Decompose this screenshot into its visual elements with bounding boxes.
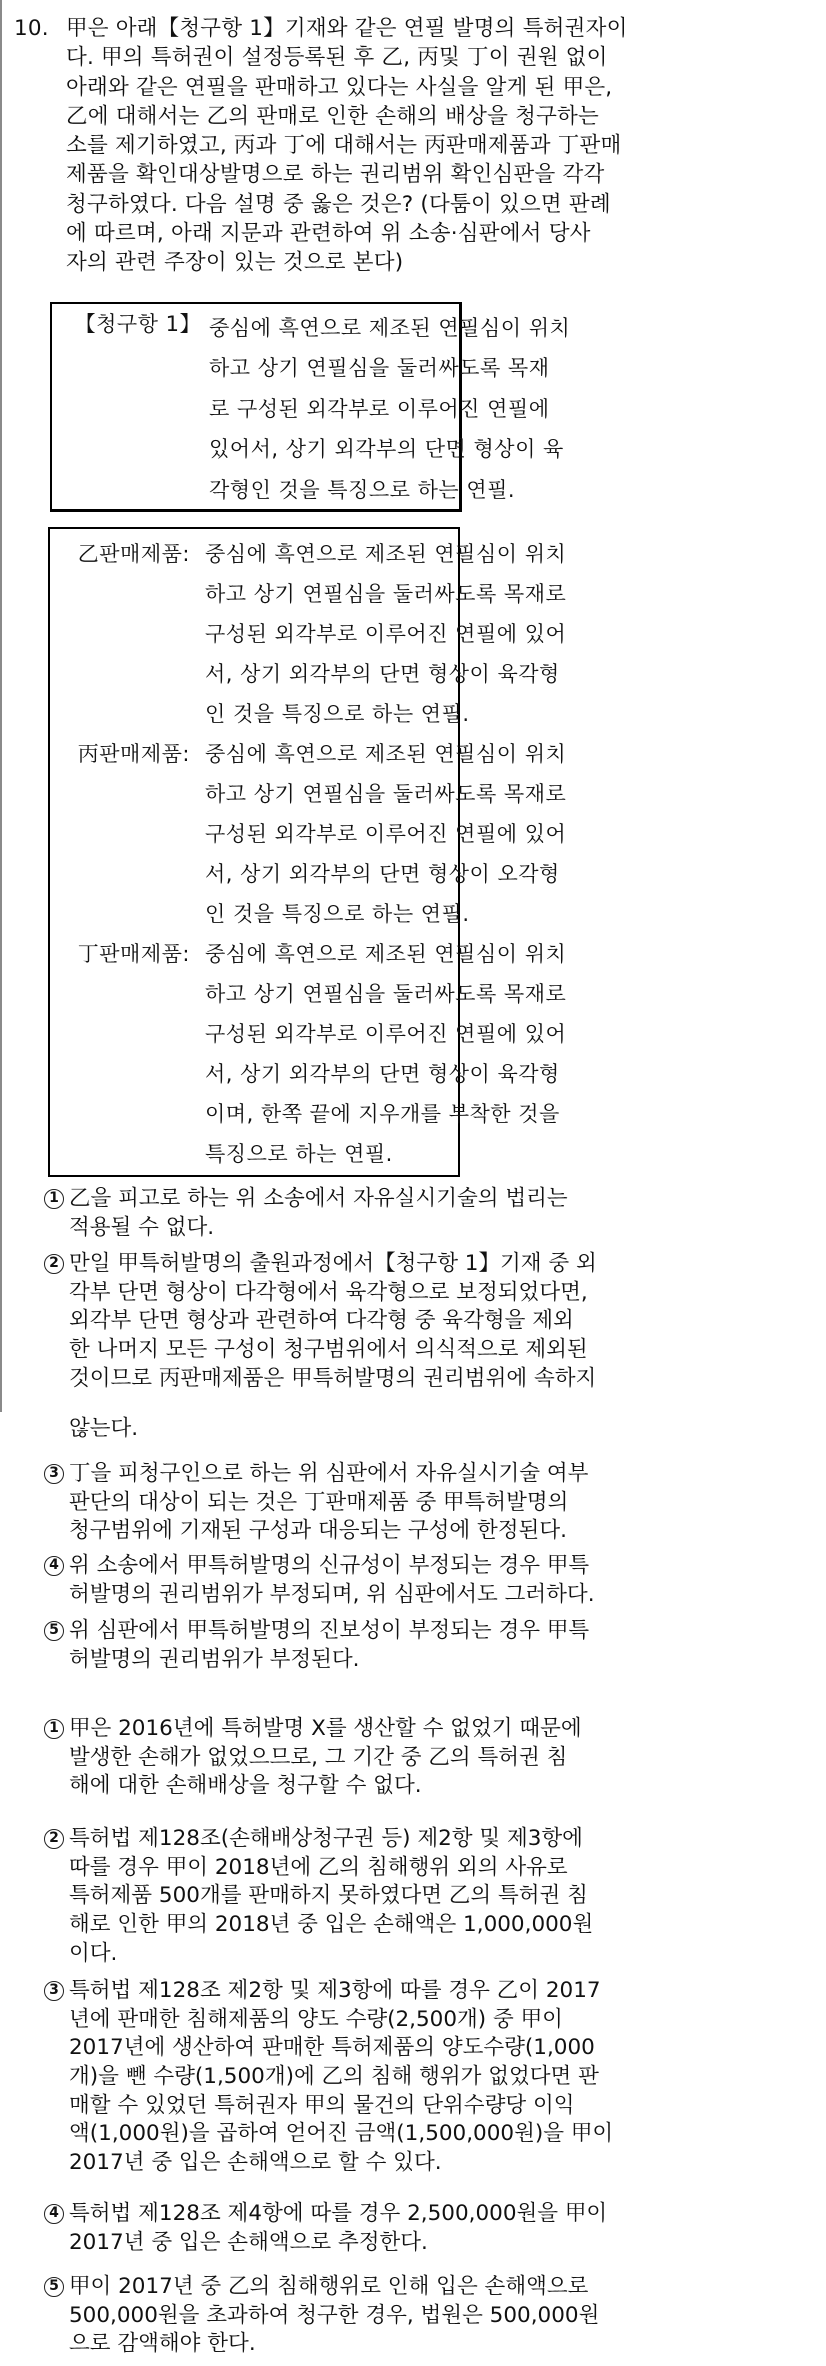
option-marker-circle-icon: 4	[44, 2204, 64, 2224]
option-text	[69, 2273, 599, 2359]
left-margin-rule	[0, 0, 2, 1412]
option-line: 해에 대한 손해배상을 청구할 수 없다.	[69, 1773, 422, 1799]
stem-line: 에 따르며, 아래 지문과 관련하여 위 소송·심판에서 당사	[66, 221, 591, 247]
claim-label: 【청구항 1】	[74, 312, 201, 336]
option-text	[69, 2200, 607, 2257]
option-text	[69, 1715, 582, 1801]
option-line: 매할 수 있었던 특허권자 甲의 물건의 단위수량당 이익	[69, 2092, 575, 2118]
question-10	[14, 14, 804, 278]
option-line: 청구범위에 기재된 구성과 대응되는 구성에 한정된다.	[69, 1518, 567, 1544]
option-line: 따를 경우 甲이 2018년에 乙의 침해행위 외의 사유로	[69, 1854, 568, 1880]
option-line: 특허법 제128조 제2항 및 제3항에 따를 경우 乙이 2017	[69, 1978, 601, 2003]
option-line: 것이므로 丙판매제품은 甲특허발명의 권리범위에 속하지	[69, 1365, 597, 1391]
option-text	[69, 1460, 588, 1546]
stem-line: 다. 甲의 특허권이 설정등록된 후 乙, 丙및 丁이 권원 없이	[66, 45, 608, 71]
option-line: 않는다.	[69, 1416, 139, 1442]
option-line: 액(1,000원)을 곱하여 얻어진 금액(1,500,000원)을 甲이	[69, 2121, 614, 2147]
product-line: 서, 상기 외각부의 단면 형상이 오각형	[205, 862, 560, 886]
option-text	[69, 1977, 613, 2178]
option-line: 丁을 피청구인으로 하는 위 심판에서 자유실시기술 여부	[69, 1461, 589, 1486]
option-line: 이다.	[69, 1940, 118, 1966]
stem-line: 소를 제기하였고, 丙과 丁에 대해서는 丙판매제품과 丁판매	[66, 133, 622, 159]
option-marker-circle-icon: 3	[44, 1981, 64, 2001]
claim-line: 중심에 흑연으로 제조된 연필심이 위치	[209, 316, 571, 340]
option-marker-circle-icon: 5	[44, 1621, 64, 1641]
option-line: 발생한 손해가 없었으므로, 그 기간 중 乙의 특허권 침	[69, 1744, 568, 1770]
option-marker-circle-icon: 2	[44, 1829, 64, 1849]
product-label: 乙판매제품:	[77, 542, 190, 566]
option-marker-circle-icon: 5	[44, 2277, 64, 2297]
product-line: 중심에 흑연으로 제조된 연필심이 위치	[205, 742, 567, 766]
product-line: 특징으로 하는 연필.	[205, 1142, 393, 1166]
product-text	[205, 534, 566, 734]
option-line: 각부 단면 형상이 다각형에서 육각형으로 보정되었다면,	[69, 1279, 588, 1305]
option-marker-circle-icon: 1	[44, 1189, 64, 1209]
option-line: 2017년 중 입은 손해액으로 추정한다.	[69, 2229, 428, 2255]
claim-line: 하고 상기 연필심을 둘러싸도록 목재	[209, 356, 550, 381]
stem-line: 乙에 대해서는 乙의 판매로 인한 손해의 배상을 청구하는	[66, 103, 599, 129]
claim-line: 있어서, 상기 외각부의 단면 형상이 육	[209, 437, 564, 462]
option-line: 으로 감액해야 한다.	[69, 2331, 256, 2357]
option-line: 甲은 2016년에 특허발명 X를 생산할 수 없었기 때문에	[69, 1716, 582, 1741]
option-line: 외각부 단면 형상과 관련하여 다각형 중 육각형을 제외	[69, 1308, 574, 1334]
option-line: 적용될 수 없다.	[69, 1214, 215, 1240]
option-line: 해로 인한 甲의 2018년 중 입은 손해액은 1,000,000원	[69, 1912, 594, 1938]
option-line: 2017년에 생산하여 판매한 특허제품의 양도수량(1,000	[69, 2035, 595, 2061]
option-line: 년에 판매한 침해제품의 양도 수량(2,500개) 중 甲이	[69, 2006, 563, 2032]
product-line: 이며, 한쪽 끝에 지우개를 부착한 것을	[205, 1102, 560, 1126]
product-line: 구성된 외각부로 이루어진 연필에 있어	[205, 822, 567, 846]
product-line: 구성된 외각부로 이루어진 연필에 있어	[205, 622, 567, 646]
option-line: 특허법 제128조(손해배상청구권 등) 제2항 및 제3항에	[69, 1826, 583, 1851]
stem-line: 청구하였다. 다음 설명 중 옳은 것은? (다툼이 있으면 판례	[66, 191, 611, 217]
option-marker-circle-icon: 3	[44, 1464, 64, 1484]
option-line: 500,000원을 초과하여 청구한 경우, 법원은 500,000원	[69, 2302, 600, 2328]
claim-line: 로 구성된 외각부로 이루어진 연필에	[209, 396, 550, 421]
product-line: 서, 상기 외각부의 단면 형상이 육각형	[205, 662, 560, 686]
option-line: 乙을 피고로 하는 위 소송에서 자유실시기술의 법리는	[69, 1186, 568, 1211]
claim-1-box	[50, 302, 571, 512]
product-line: 하고 상기 연필심을 둘러싸도록 목재로	[205, 582, 567, 606]
option-line: 한 나머지 모든 구성이 청구범위에서 의식적으로 제외된	[69, 1337, 588, 1363]
option-text	[69, 1250, 597, 1444]
option-line: 개)을 뺀 수량(1,500개)에 乙의 침해 행위가 없었다면 판	[69, 2064, 599, 2090]
option-line: 특허제품 500개를 판매하지 못하였다면 乙의 특허권 침	[69, 1883, 588, 1909]
option-text	[69, 1617, 589, 1674]
product-line: 인 것을 특징으로 하는 연필.	[205, 902, 470, 926]
option-text	[69, 1552, 595, 1609]
option-line: 특허법 제128조 제4항에 따를 경우 2,500,000원을 甲이	[69, 2201, 608, 2226]
product-label: 丁판매제품:	[77, 942, 190, 966]
stem-line: 제품을 확인대상발명으로 하는 권리범위 확인심판을 각각	[66, 162, 605, 188]
option-line: 위 소송에서 甲특허발명의 신규성이 부정되는 경우 甲특	[69, 1553, 590, 1578]
product-line: 하고 상기 연필심을 둘러싸도록 목재로	[205, 782, 567, 806]
claim-line: 각형인 것을 특징으로 하는 연필.	[209, 477, 516, 502]
product-label: 丙판매제품:	[77, 742, 190, 766]
product-line: 중심에 흑연으로 제조된 연필심이 위치	[205, 942, 567, 966]
product-line: 구성된 외각부로 이루어진 연필에 있어	[205, 1022, 567, 1046]
claim-text	[209, 308, 570, 510]
stem-line: 아래와 같은 연필을 판매하고 있다는 사실을 알게 된 甲은,	[66, 74, 613, 100]
option-line: 허발명의 권리범위가 부정된다.	[69, 1646, 360, 1672]
sold-products-box	[48, 527, 567, 1177]
stem-line: 자의 관련 주장이 있는 것으로 본다)	[66, 250, 404, 276]
product-line: 인 것을 특징으로 하는 연필.	[205, 702, 470, 726]
option-line: 만일 甲특허발명의 출원과정에서【청구항 1】기재 중 외	[69, 1251, 597, 1276]
option-marker-circle-icon: 1	[44, 1719, 64, 1739]
stem-line: 甲은 아래【청구항 1】기재와 같은 연필 발명의 특허권자이	[66, 16, 628, 41]
product-text	[205, 734, 566, 934]
product-text	[205, 934, 566, 1174]
option-marker-circle-icon: 2	[44, 1254, 64, 1274]
product-line: 중심에 흑연으로 제조된 연필심이 위치	[205, 542, 567, 566]
option-text	[69, 1185, 568, 1242]
option-line: 판단의 대상이 되는 것은 丁판매제품 중 甲특허발명의	[69, 1489, 569, 1515]
option-line: 甲이 2017년 중 乙의 침해행위로 인해 입은 손해액으로	[69, 2274, 589, 2299]
option-marker-circle-icon: 4	[44, 1556, 64, 1576]
option-line: 2017년 중 입은 손해액으로 할 수 있다.	[69, 2150, 442, 2176]
product-line: 하고 상기 연필심을 둘러싸도록 목재로	[205, 982, 567, 1006]
question-number: 10.	[14, 16, 49, 41]
option-text	[69, 1825, 593, 1968]
option-line: 위 심판에서 甲특허발명의 진보성이 부정되는 경우 甲특	[69, 1618, 590, 1643]
question-stem	[66, 14, 804, 278]
option-line: 허발명의 권리범위가 부정되며, 위 심판에서도 그러하다.	[69, 1581, 595, 1607]
product-line: 서, 상기 외각부의 단면 형상이 육각형	[205, 1062, 560, 1086]
